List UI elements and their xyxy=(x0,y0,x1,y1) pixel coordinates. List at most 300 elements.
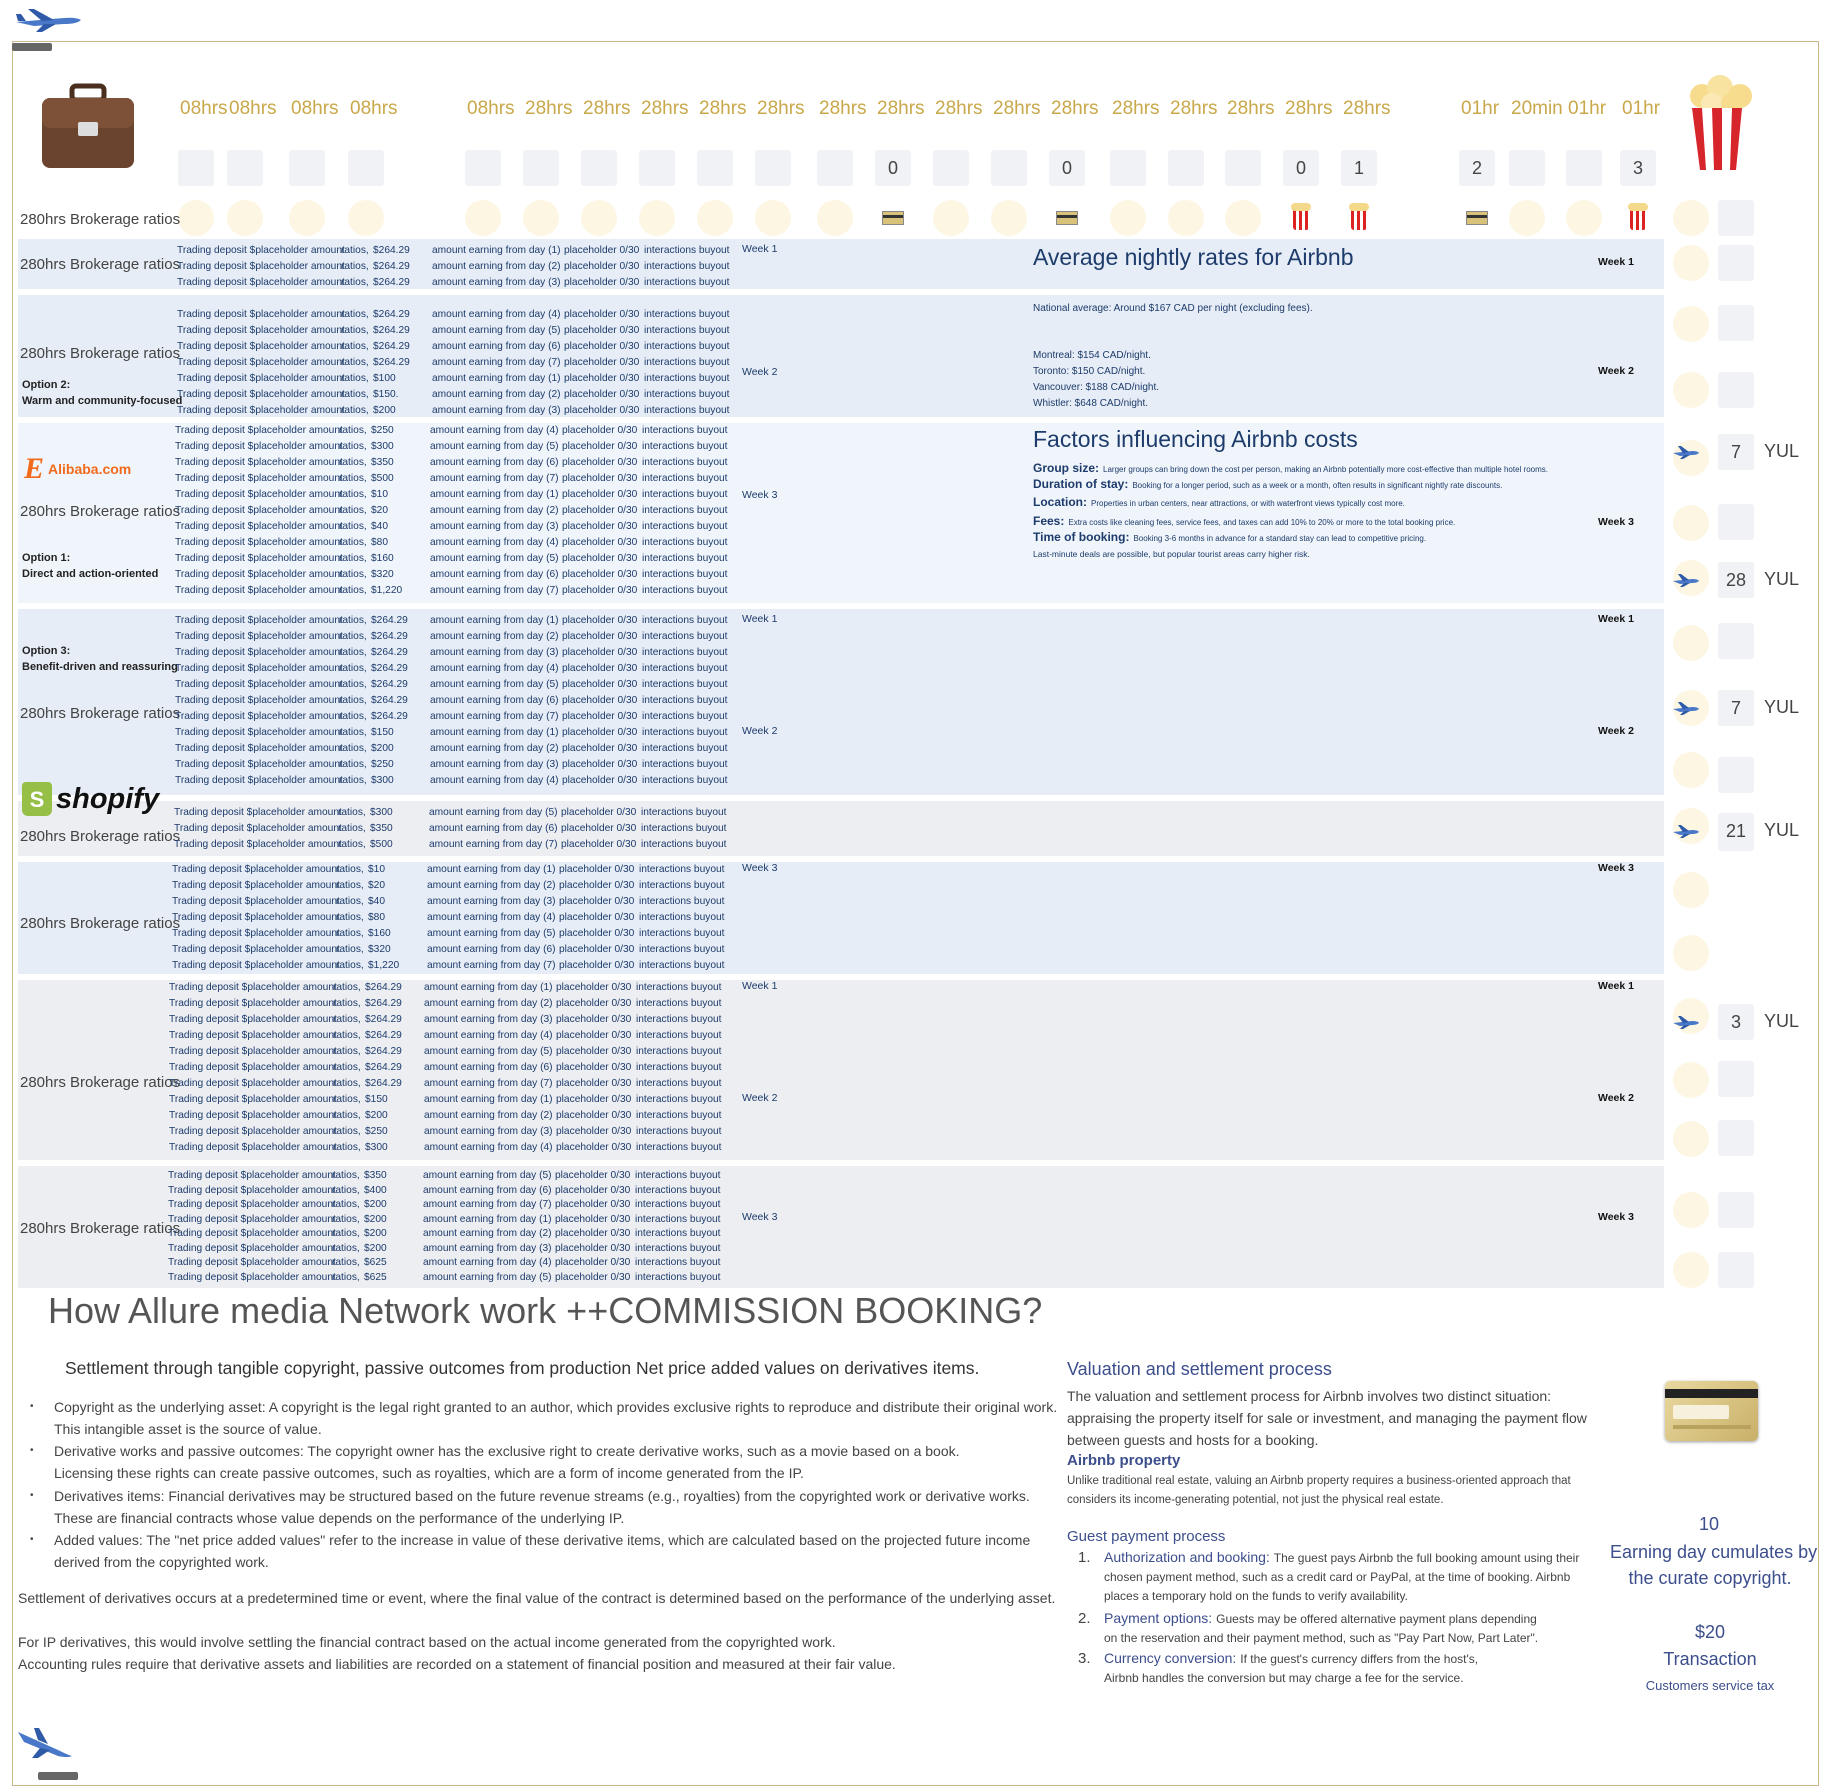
amount-value: $300 xyxy=(370,807,393,818)
ratios-label: ratios, xyxy=(336,912,364,923)
ratios-label: ratios, xyxy=(341,261,369,272)
amount-value: $264.29 xyxy=(373,325,410,336)
header-count-box xyxy=(1168,150,1204,186)
ratios-label: ratios, xyxy=(333,1030,361,1041)
row-label: 280hrs Brokerage ratios xyxy=(20,503,181,520)
ratios-label: ratios, xyxy=(333,998,361,1009)
deposit-label: Trading deposit $placeholder amount xyxy=(175,711,343,722)
interactions-label: interactions buyout xyxy=(642,585,728,596)
day-earning-label: amount earning from day (1) xyxy=(430,615,559,626)
day-earning-label: amount earning from day (7) xyxy=(432,357,561,368)
guest-payment-title: Guest payment process xyxy=(1067,1528,1226,1545)
interactions-label: interactions buyout xyxy=(644,277,730,288)
deposit-label: Trading deposit $placeholder amount xyxy=(177,261,345,272)
deposit-label: Trading deposit $placeholder amount xyxy=(177,357,345,368)
amount-value: $264.29 xyxy=(371,663,408,674)
placeholder-label: placeholder 0/30 xyxy=(556,1030,632,1041)
ratios-label: ratios, xyxy=(332,1257,360,1268)
placeholder-label: placeholder 0/30 xyxy=(562,743,638,754)
day-earning-label: amount earning from day (3) xyxy=(432,277,561,288)
property-text: Unlike traditional real estate, valuing an Airbnb property requires a business-oriented approach that considers its income-generating potential, not just the physical real estate. xyxy=(1067,1475,1571,1506)
header-hours-label: 08hrs xyxy=(229,98,277,119)
amount-value: $20 xyxy=(368,880,385,891)
amount-value: $200 xyxy=(365,1110,388,1121)
payment-step: 1. Authorization and booking: The guest pays Airbnb the full booking amount using their chosen payment method, such as a credit card or PayPal, at the time of booking. Airbnb places a temporary hold on the funds to verify availability. xyxy=(1078,1549,1580,1603)
day-earning-label: amount earning from day (5) xyxy=(432,325,561,336)
amount-value: $1,220 xyxy=(371,585,403,596)
week-marker: Week 3 xyxy=(742,489,778,501)
day-earning-label: amount earning from day (3) xyxy=(430,759,559,770)
deposit-label: Trading deposit $placeholder amount xyxy=(169,1078,337,1089)
header-hours-label: 08hrs xyxy=(467,98,515,119)
placeholder-label: placeholder 0/30 xyxy=(555,1257,631,1268)
placeholder-label: placeholder 0/30 xyxy=(562,521,638,532)
ratios-label: ratios, xyxy=(339,759,367,770)
interactions-label: interactions buyout xyxy=(636,1110,722,1121)
amount-value: $80 xyxy=(368,912,385,923)
header-status-circle xyxy=(697,200,733,236)
deposit-label: Trading deposit $placeholder amount xyxy=(172,912,340,923)
header-hours-label: 28hrs xyxy=(935,98,983,119)
day-earning-label: amount earning from day (4) xyxy=(432,309,561,320)
placeholder-label: placeholder 0/30 xyxy=(556,1126,632,1137)
day-earning-label: amount earning from day (7) xyxy=(430,711,559,722)
day-earning-label: amount earning from day (6) xyxy=(423,1184,552,1196)
interactions-label: interactions buyout xyxy=(642,631,728,642)
placeholder-label: placeholder 0/30 xyxy=(555,1213,631,1225)
header-count-box xyxy=(755,150,791,186)
day-earning-label: amount earning from day (5) xyxy=(423,1170,552,1181)
amount-value: $264.29 xyxy=(371,679,408,690)
day-earning-label: amount earning from day (5) xyxy=(424,1046,553,1057)
header-hours-label: 28hrs xyxy=(757,98,805,119)
interactions-label: interactions buyout xyxy=(639,880,725,891)
status-circle xyxy=(1673,505,1709,541)
placeholder-label: placeholder 0/30 xyxy=(562,679,638,690)
interactions-label: interactions buyout xyxy=(636,1014,722,1025)
deposit-label: Trading deposit $placeholder amount xyxy=(168,1213,336,1225)
factor-item: Group size: Larger groups can bring down the cost per person, making an Airbnb potentially more cost-effective than multiple hotel rooms. xyxy=(1033,461,1548,475)
day-earning-label: amount earning from day (7) xyxy=(423,1199,552,1210)
placeholder-label: placeholder 0/30 xyxy=(556,998,632,1009)
count-box xyxy=(1718,757,1754,793)
placeholder-label: placeholder 0/30 xyxy=(556,982,632,993)
placeholder-label: placeholder 0/30 xyxy=(564,357,640,368)
interactions-label: interactions buyout xyxy=(639,912,725,923)
ratios-label: ratios, xyxy=(339,521,367,532)
placeholder-label: placeholder 0/30 xyxy=(561,839,637,850)
placeholder-label: placeholder 0/30 xyxy=(559,864,635,875)
placeholder-label: placeholder 0/30 xyxy=(564,405,640,416)
deposit-label: Trading deposit $placeholder amount xyxy=(177,277,345,288)
header-hours-label: 01hr xyxy=(1461,98,1500,119)
amount-value: $200 xyxy=(364,1242,387,1254)
interactions-label: interactions buyout xyxy=(635,1228,721,1239)
airport-code: YUL xyxy=(1764,1011,1800,1031)
placeholder-label: placeholder 0/30 xyxy=(562,457,638,468)
deposit-label: Trading deposit $placeholder amount xyxy=(169,1062,337,1073)
placeholder-label: placeholder 0/30 xyxy=(562,615,638,626)
deposit-label: Trading deposit $placeholder amount xyxy=(175,457,343,468)
deposit-label: Trading deposit $placeholder amount xyxy=(169,982,337,993)
flight-count: 7 xyxy=(1718,690,1754,726)
interactions-label: interactions buyout xyxy=(644,373,730,384)
placeholder-label: placeholder 0/30 xyxy=(555,1271,631,1283)
city-rate: Montreal: $154 CAD/night. xyxy=(1033,350,1151,361)
interactions-label: interactions buyout xyxy=(641,807,727,818)
deposit-label: Trading deposit $placeholder amount xyxy=(175,759,343,770)
interactions-label: interactions buyout xyxy=(642,537,728,548)
ratios-label: ratios, xyxy=(341,405,369,416)
amount-value: $350 xyxy=(370,823,393,834)
amount-value: $200 xyxy=(371,743,394,754)
ratios-label: ratios, xyxy=(339,615,367,626)
shopify-logo: S shopify xyxy=(22,782,159,816)
interactions-label: interactions buyout xyxy=(644,405,730,416)
day-earning-label: amount earning from day (4) xyxy=(430,663,559,674)
ratios-label: ratios, xyxy=(333,1078,361,1089)
flight-count: 21 xyxy=(1718,813,1754,849)
transaction-label: Transaction xyxy=(1663,1649,1757,1669)
count-box xyxy=(1718,372,1754,408)
header-count-box: 2 xyxy=(1459,150,1495,186)
day-earning-label: amount earning from day (2) xyxy=(430,505,559,516)
header-count-box: 0 xyxy=(875,150,911,186)
airbnb-factors-title: Factors influencing Airbnb costs xyxy=(1033,426,1358,452)
deposit-label: Trading deposit $placeholder amount xyxy=(168,1199,336,1210)
ratios-label: ratios, xyxy=(336,880,364,891)
placeholder-label: placeholder 0/30 xyxy=(562,489,638,500)
deposit-label: Trading deposit $placeholder amount xyxy=(175,727,343,738)
deposit-label: Trading deposit $placeholder amount xyxy=(175,569,343,580)
status-circle xyxy=(1673,200,1709,236)
payment-step: 3. Currency conversion: If the guest's currency differs from the host's, Airbnb handles the conversion but may charge a fee for the service. xyxy=(1078,1650,1479,1685)
header-status-circle xyxy=(933,200,969,236)
placeholder-label: placeholder 0/30 xyxy=(559,944,635,955)
placeholder-label: placeholder 0/30 xyxy=(561,807,637,818)
interactions-label: interactions buyout xyxy=(641,823,727,834)
header-hours-label: 28hrs xyxy=(1343,98,1391,119)
placeholder-label: placeholder 0/30 xyxy=(556,1078,632,1089)
paragraph: Settlement of derivatives occurs at a predetermined time or event, where the final value of the contract is determined based on the performance of the underlying asset. xyxy=(18,1590,1056,1606)
deposit-label: Trading deposit $placeholder amount xyxy=(168,1228,336,1239)
amount-value: $150 xyxy=(371,727,394,738)
count-box xyxy=(1718,623,1754,659)
valuation-title: Valuation and settlement process xyxy=(1067,1359,1332,1379)
row-label: 280hrs Brokerage ratios xyxy=(20,256,181,273)
day-earning-label: amount earning from day (7) xyxy=(427,960,556,971)
alibaba-logo: E Alibaba.com xyxy=(24,452,132,485)
placeholder-label: placeholder 0/30 xyxy=(562,553,638,564)
interactions-label: interactions buyout xyxy=(644,389,730,400)
placeholder-label: placeholder 0/30 xyxy=(564,373,640,384)
header-count-box xyxy=(178,150,214,186)
popcorn-icon xyxy=(1630,210,1646,230)
airbnb-rates-title: Average nightly rates for Airbnb xyxy=(1033,244,1354,270)
header-hours-label: 28hrs xyxy=(641,98,689,119)
popcorn-icon xyxy=(1351,210,1367,230)
ratios-label: ratios, xyxy=(339,441,367,452)
day-earning-label: amount earning from day (4) xyxy=(427,912,556,923)
popcorn-icon xyxy=(1293,210,1309,230)
deposit-label: Trading deposit $placeholder amount xyxy=(172,944,340,955)
deposit-label: Trading deposit $placeholder amount xyxy=(177,309,345,320)
header-hours-label: 28hrs xyxy=(819,98,867,119)
national-average: National average: Around $167 CAD per night (excluding fees). xyxy=(1033,303,1313,314)
header-hours-label: 20min xyxy=(1511,98,1563,119)
card-icon xyxy=(1466,211,1488,225)
header-status-circle xyxy=(817,200,853,236)
deposit-label: Trading deposit $placeholder amount xyxy=(169,1046,337,1057)
tab-marker xyxy=(38,1772,78,1780)
header-count-box xyxy=(697,150,733,186)
deposit-label: Trading deposit $placeholder amount xyxy=(172,864,340,875)
deposit-label: Trading deposit $placeholder amount xyxy=(169,1142,337,1153)
header-count-box xyxy=(227,150,263,186)
amount-value: $264.29 xyxy=(371,647,408,658)
day-earning-label: amount earning from day (2) xyxy=(424,1110,553,1121)
deposit-label: Trading deposit $placeholder amount xyxy=(172,928,340,939)
amount-value: $264.29 xyxy=(365,982,402,993)
flight-count: 3 xyxy=(1718,1004,1754,1040)
day-earning-label: amount earning from day (4) xyxy=(423,1257,552,1268)
factor-item: Duration of stay: Booking for a longer period, such as a week or a month, often results in significant nightly rate discounts. xyxy=(1033,477,1503,491)
row-label: 280hrs Brokerage ratios xyxy=(20,705,181,722)
placeholder-label: placeholder 0/30 xyxy=(556,1094,632,1105)
header-count-box: 1 xyxy=(1341,150,1377,186)
ratios-label: ratios, xyxy=(336,960,364,971)
interactions-label: interactions buyout xyxy=(644,245,730,256)
header-count-box xyxy=(348,150,384,186)
placeholder-label: placeholder 0/30 xyxy=(562,473,638,484)
status-circle xyxy=(1673,872,1709,908)
header-status-circle xyxy=(227,200,263,236)
count-box xyxy=(1718,504,1754,540)
airplane-icon xyxy=(1672,700,1700,716)
status-circle xyxy=(1673,625,1709,661)
header-count-box xyxy=(933,150,969,186)
deposit-label: Trading deposit $placeholder amount xyxy=(177,245,345,256)
ratios-label: ratios, xyxy=(341,245,369,256)
airport-code: YUL xyxy=(1764,697,1800,717)
row-label: 280hrs Brokerage ratios xyxy=(20,1220,181,1237)
amount-value: $264.29 xyxy=(365,1062,402,1073)
day-earning-label: amount earning from day (4) xyxy=(424,1030,553,1041)
placeholder-label: placeholder 0/30 xyxy=(564,277,640,288)
flight-count: 28 xyxy=(1718,562,1754,598)
city-rate: Whistler: $648 CAD/night. xyxy=(1033,398,1149,409)
amount-value: $264.29 xyxy=(365,1078,402,1089)
ratios-label: ratios, xyxy=(336,928,364,939)
airport-code: YUL xyxy=(1764,441,1800,461)
placeholder-label: placeholder 0/30 xyxy=(561,823,637,834)
amount-value: $264.29 xyxy=(373,309,410,320)
placeholder-label: placeholder 0/30 xyxy=(562,647,638,658)
interactions-label: interactions buyout xyxy=(642,489,728,500)
header-status-circle xyxy=(178,200,214,236)
ratios-label: ratios, xyxy=(339,743,367,754)
header-count-box xyxy=(1509,150,1545,186)
ratios-label: ratios, xyxy=(333,1110,361,1121)
header-hours-label: 28hrs xyxy=(1227,98,1275,119)
count-box xyxy=(1718,1252,1754,1288)
valuation-intro: The valuation and settlement process for Airbnb involves two distinct situation: appraising the property itself for sale or investment, and managing the payment flow between guests and hosts for a booking. xyxy=(1067,1388,1587,1448)
deposit-label: Trading deposit $placeholder amount xyxy=(172,896,340,907)
amount-value: $250 xyxy=(371,759,394,770)
day-earning-label: amount earning from day (6) xyxy=(430,457,559,468)
ratios-label: ratios, xyxy=(333,1126,361,1137)
week-marker: Week 1 xyxy=(742,980,778,992)
amount-value: $300 xyxy=(371,441,394,452)
ratios-label: ratios, xyxy=(339,569,367,580)
placeholder-label: placeholder 0/30 xyxy=(562,631,638,642)
interactions-label: interactions buyout xyxy=(636,1126,722,1137)
header-hours-label: 28hrs xyxy=(1285,98,1333,119)
deposit-label: Trading deposit $placeholder amount xyxy=(169,1030,337,1041)
interactions-label: interactions buyout xyxy=(642,679,728,690)
ratios-label: ratios, xyxy=(332,1271,360,1283)
interactions-label: interactions buyout xyxy=(642,569,728,580)
ratios-label: ratios, xyxy=(339,711,367,722)
week-marker: Week 1 xyxy=(1598,980,1634,992)
header-status-circle xyxy=(581,200,617,236)
day-earning-label: amount earning from day (2) xyxy=(430,743,559,754)
day-earning-label: amount earning from day (5) xyxy=(423,1271,552,1283)
briefcase-icon xyxy=(40,82,136,172)
day-earning-label: amount earning from day (5) xyxy=(427,928,556,939)
ratios-label: ratios, xyxy=(333,1142,361,1153)
bullet-item: • Derivative works and passive outcomes: The copyright owner has the exclusive right to create derivative works, such as a movie based on a book. Licensing these rights can create passive outcomes, such as royalties, which are a form of income generated from the IP. xyxy=(30,1440,960,1484)
placeholder-label: placeholder 0/30 xyxy=(564,325,640,336)
paragraph: Accounting rules require that derivative assets and liabilities are recorded on a statement of financial position and measured at their fair value. xyxy=(18,1656,896,1672)
interactions-label: interactions buyout xyxy=(635,1184,721,1196)
day-earning-label: amount earning from day (1) xyxy=(430,489,559,500)
header-hours-label: 28hrs xyxy=(699,98,747,119)
day-earning-label: amount earning from day (2) xyxy=(432,389,561,400)
interactions-label: interactions buyout xyxy=(642,759,728,770)
deposit-label: Trading deposit $placeholder amount xyxy=(175,585,343,596)
amount-value: $264.29 xyxy=(371,695,408,706)
header-hours-label: 08hrs xyxy=(180,98,228,119)
interactions-label: interactions buyout xyxy=(642,647,728,658)
interactions-label: interactions buyout xyxy=(642,473,728,484)
ratios-label: ratios, xyxy=(339,727,367,738)
factor-item: Fees: Extra costs like cleaning fees, service fees, and taxes can add 10% to 20% or more to the total booking price. xyxy=(1033,514,1456,528)
interactions-label: interactions buyout xyxy=(639,896,725,907)
amount-value: $264.29 xyxy=(373,261,410,272)
header-hours-label: 28hrs xyxy=(993,98,1041,119)
amount-value: $320 xyxy=(371,569,394,580)
ratios-label: ratios, xyxy=(339,695,367,706)
day-earning-label: amount earning from day (4) xyxy=(430,425,559,436)
week-marker: Week 2 xyxy=(742,1092,778,1104)
ratios-label: ratios, xyxy=(339,553,367,564)
amount-value: $10 xyxy=(371,489,388,500)
day-earning-label: amount earning from day (4) xyxy=(424,1142,553,1153)
deposit-label: Trading deposit $placeholder amount xyxy=(169,1110,337,1121)
deposit-label: Trading deposit $placeholder amount xyxy=(177,325,345,336)
payment-step: 2. Payment options: Guests may be offered alternative payment plans depending on the reservation and their payment method, such as "Pay Part Now, Part Later". xyxy=(1078,1610,1539,1645)
placeholder-label: placeholder 0/30 xyxy=(559,912,635,923)
deposit-label: Trading deposit $placeholder amount xyxy=(175,537,343,548)
ratios-label: ratios, xyxy=(341,325,369,336)
deposit-label: Trading deposit $placeholder amount xyxy=(168,1184,336,1196)
ratios-label: ratios, xyxy=(341,277,369,288)
interactions-label: interactions buyout xyxy=(636,1094,722,1105)
week-marker: Week 1 xyxy=(1598,613,1634,625)
placeholder-label: placeholder 0/30 xyxy=(562,711,638,722)
bullet-item: • Derivatives items: Financial derivatives may be structured based on the future revenue streams (e.g., royalties) from the copyrighted work or derivative works. These are financial contracts whose value depends on the performance of the underlying IP. xyxy=(30,1485,1030,1529)
day-earning-label: amount earning from day (4) xyxy=(430,775,559,786)
interactions-label: interactions buyout xyxy=(636,982,722,993)
deposit-label: Trading deposit $placeholder amount xyxy=(168,1170,336,1181)
deposit-label: Trading deposit $placeholder amount xyxy=(174,807,342,818)
amount-value: $264.29 xyxy=(373,341,410,352)
header-hours-label: 28hrs xyxy=(583,98,631,119)
ratios-label: ratios, xyxy=(341,357,369,368)
deposit-label: Trading deposit $placeholder amount xyxy=(174,839,342,850)
amount-value: $350 xyxy=(364,1170,387,1181)
ratios-label: ratios, xyxy=(332,1184,360,1196)
deposit-label: Trading deposit $placeholder amount xyxy=(175,489,343,500)
placeholder-label: placeholder 0/30 xyxy=(555,1184,631,1196)
header-hours-label: 01hr xyxy=(1622,98,1661,119)
deposit-label: Trading deposit $placeholder amount xyxy=(169,1126,337,1137)
amount-value: $200 xyxy=(373,405,396,416)
deposit-label: Trading deposit $placeholder amount xyxy=(168,1271,336,1283)
header-status-circle xyxy=(289,200,325,236)
day-earning-label: amount earning from day (7) xyxy=(429,839,558,850)
row-label: 280hrs Brokerage ratios xyxy=(20,345,181,362)
deposit-label: Trading deposit $placeholder amount xyxy=(177,405,345,416)
interactions-label: interactions buyout xyxy=(642,743,728,754)
day-earning-label: amount earning from day (7) xyxy=(430,473,559,484)
header-status-circle xyxy=(875,200,911,236)
interactions-label: interactions buyout xyxy=(639,864,725,875)
day-earning-label: amount earning from day (6) xyxy=(430,695,559,706)
amount-value: $625 xyxy=(364,1271,387,1283)
week-marker: Week 2 xyxy=(1598,1092,1634,1104)
header-count-box xyxy=(289,150,325,186)
amount-value: $150. xyxy=(373,389,399,400)
week-marker: Week 1 xyxy=(742,613,778,625)
interactions-label: interactions buyout xyxy=(641,839,727,850)
amount-value: $264.29 xyxy=(365,1030,402,1041)
page-title: How Allure media Network work ++COMMISSION BOOKING? xyxy=(48,1290,1043,1331)
day-earning-label: amount earning from day (5) xyxy=(430,441,559,452)
header-status-circle xyxy=(348,200,384,236)
row-label: 280hrs Brokerage ratios xyxy=(20,915,181,932)
deposit-label: Trading deposit $placeholder amount xyxy=(175,505,343,516)
header-status-circle xyxy=(1283,200,1319,236)
placeholder-label: placeholder 0/30 xyxy=(555,1199,631,1210)
placeholder-label: placeholder 0/30 xyxy=(564,389,640,400)
airplane-icon xyxy=(1672,444,1700,460)
header-hours-label: 28hrs xyxy=(1112,98,1160,119)
count-box xyxy=(1718,200,1754,236)
card-icon xyxy=(882,211,904,225)
day-earning-label: amount earning from day (6) xyxy=(424,1062,553,1073)
earning-text: the curate copyright. xyxy=(1628,1568,1792,1588)
amount-value: $264.29 xyxy=(365,1014,402,1025)
amount-value: $264.29 xyxy=(373,277,410,288)
interactions-label: interactions buyout xyxy=(635,1257,721,1268)
row-label: 280hrs Brokerage ratios xyxy=(20,1074,181,1091)
amount-value: $264.29 xyxy=(365,998,402,1009)
interactions-label: interactions buyout xyxy=(644,261,730,272)
day-earning-label: amount earning from day (5) xyxy=(430,553,559,564)
amount-value: $264.29 xyxy=(373,357,410,368)
